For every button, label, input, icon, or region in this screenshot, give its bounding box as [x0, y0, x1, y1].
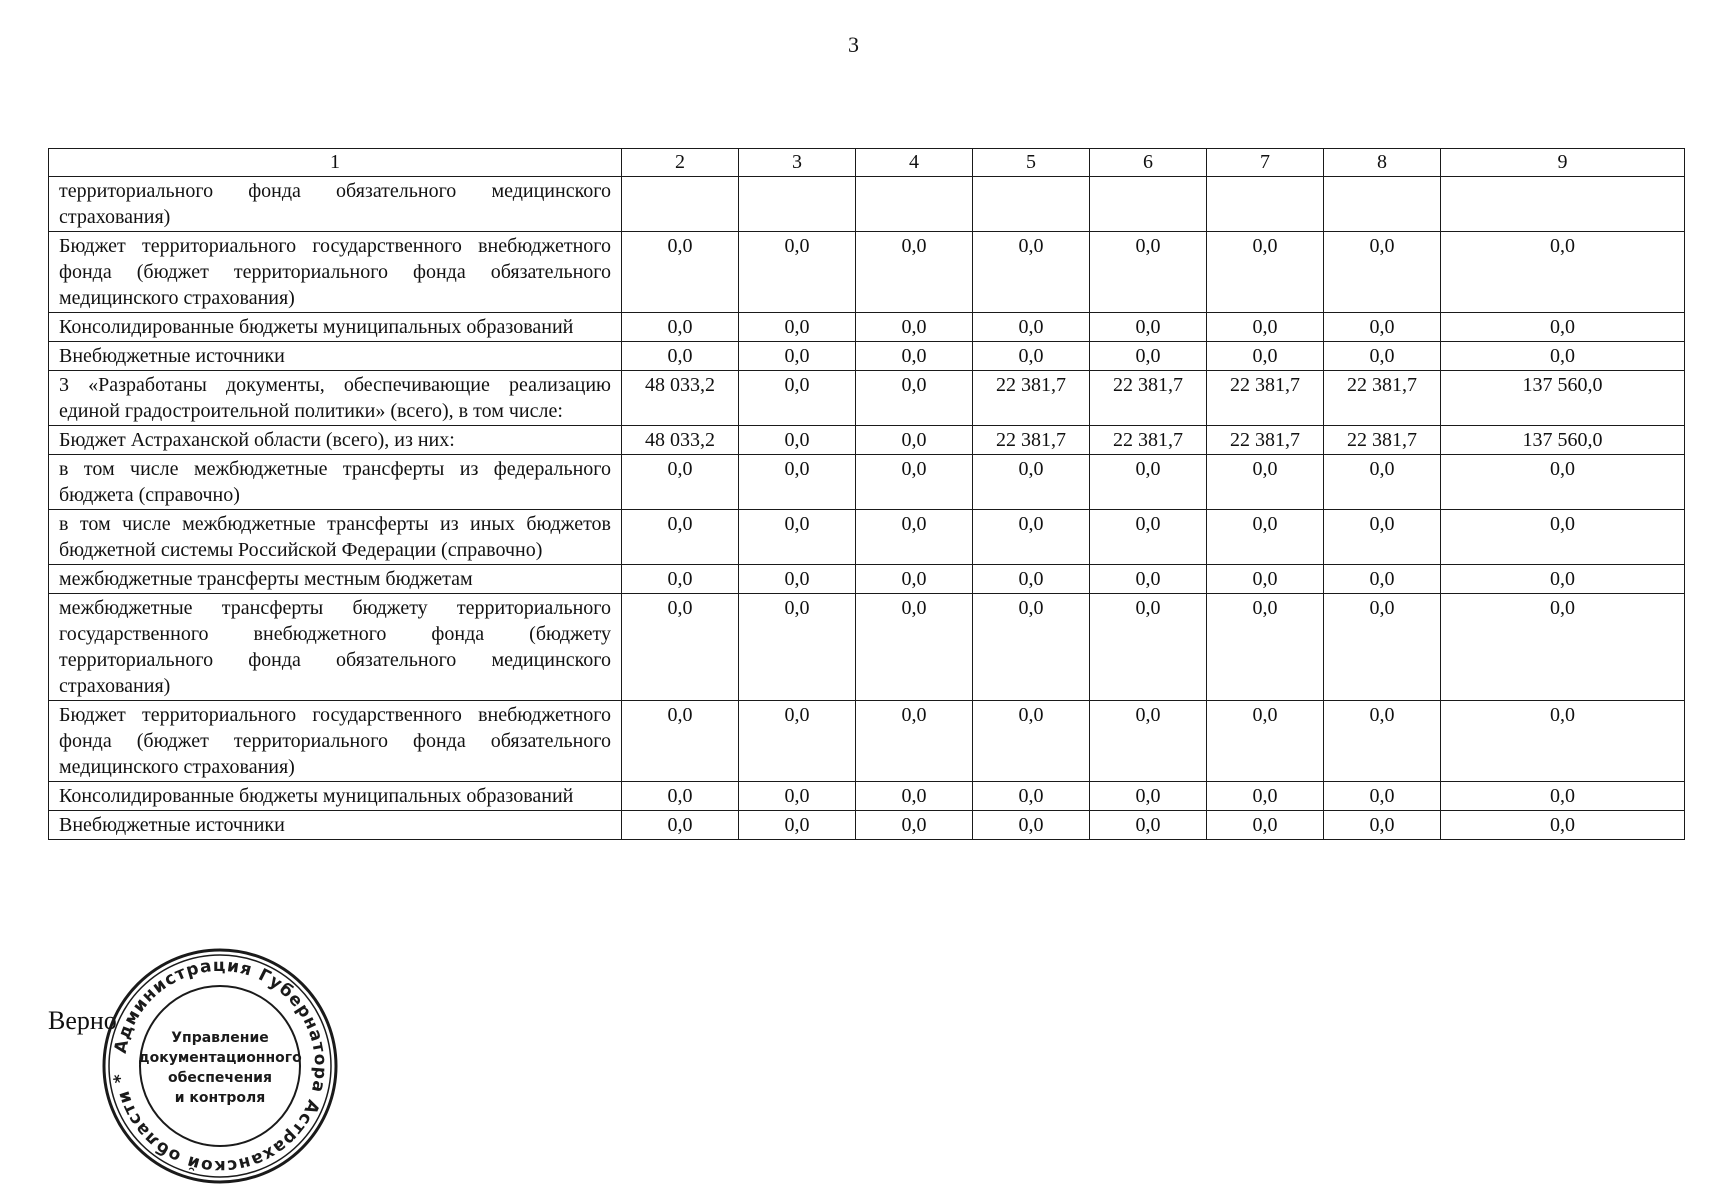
value-cell: 22 381,7 — [973, 371, 1090, 426]
row-label: Внебюджетные источники — [49, 342, 622, 371]
value-cell: 0,0 — [622, 455, 739, 510]
value-cell: 0,0 — [1441, 510, 1685, 565]
value-cell: 0,0 — [973, 594, 1090, 701]
value-cell: 0,0 — [973, 811, 1090, 840]
table-row — [49, 177, 1685, 232]
row-label: 3 «Разработаны документы, обеспечивающие реализацию единой градостроительной политики» (всего), в том числе: — [49, 371, 622, 426]
table-row — [49, 565, 1685, 594]
row-label: территориального фонда обязательного медицинского страхования) — [49, 177, 622, 232]
value-cell: 137 560,0 — [1441, 371, 1685, 426]
value-cell: 22 381,7 — [1090, 426, 1207, 455]
value-cell: 0,0 — [1090, 701, 1207, 782]
table-row — [49, 510, 1685, 565]
table-row — [49, 371, 1685, 426]
value-cell: 0,0 — [1090, 594, 1207, 701]
value-cell: 22 381,7 — [973, 426, 1090, 455]
value-cell: 0,0 — [1090, 565, 1207, 594]
value-cell: 0,0 — [622, 510, 739, 565]
value-cell: 0,0 — [739, 594, 856, 701]
column-header: 8 — [1324, 149, 1441, 177]
table-row — [49, 342, 1685, 371]
value-cell: 0,0 — [622, 313, 739, 342]
seal-line-1: Управление — [171, 1030, 269, 1046]
row-label: Консолидированные бюджеты муниципальных образований — [49, 782, 622, 811]
value-cell: 0,0 — [1324, 594, 1441, 701]
row-label: Консолидированные бюджеты муниципальных образований — [49, 313, 622, 342]
value-cell: 0,0 — [856, 342, 973, 371]
seal-line-4: и контроля — [174, 1090, 266, 1106]
value-cell: 0,0 — [973, 455, 1090, 510]
value-cell: 0,0 — [1324, 510, 1441, 565]
official-seal — [100, 946, 340, 1186]
value-cell: 0,0 — [856, 371, 973, 426]
value-cell: 0,0 — [739, 565, 856, 594]
value-cell: 0,0 — [856, 455, 973, 510]
value-cell: 0,0 — [622, 565, 739, 594]
value-cell: 0,0 — [739, 701, 856, 782]
table-row — [49, 594, 1685, 701]
value-cell: 0,0 — [856, 313, 973, 342]
value-cell: 0,0 — [622, 342, 739, 371]
table-row — [49, 232, 1685, 313]
value-cell: 0,0 — [739, 782, 856, 811]
value-cell — [622, 177, 739, 232]
row-label: Внебюджетные источники — [49, 811, 622, 840]
value-cell: 0,0 — [1324, 455, 1441, 510]
value-cell: 22 381,7 — [1207, 426, 1324, 455]
value-cell: 0,0 — [1090, 313, 1207, 342]
seal-line-2: документационного — [138, 1050, 302, 1066]
value-cell: 0,0 — [1324, 811, 1441, 840]
value-cell: 0,0 — [1090, 342, 1207, 371]
value-cell — [1324, 177, 1441, 232]
table-row — [49, 426, 1685, 455]
table-row — [49, 313, 1685, 342]
table-row — [49, 701, 1685, 782]
seal-ring-text: Администрация Губернатора Астраханской области * — [110, 955, 331, 1177]
row-label: в том числе межбюджетные трансферты из федерального бюджета (справочно) — [49, 455, 622, 510]
value-cell: 0,0 — [622, 782, 739, 811]
page-number: 3 — [848, 32, 859, 57]
value-cell: 0,0 — [1441, 701, 1685, 782]
value-cell: 0,0 — [1441, 782, 1685, 811]
value-cell: 0,0 — [973, 313, 1090, 342]
row-label: в том числе межбюджетные трансферты из иных бюджетов бюджетной системы Российской Федерации (справочно) — [49, 510, 622, 565]
value-cell: 0,0 — [1324, 313, 1441, 342]
value-cell: 0,0 — [856, 426, 973, 455]
value-cell: 22 381,7 — [1207, 371, 1324, 426]
value-cell: 0,0 — [973, 782, 1090, 811]
value-cell: 0,0 — [973, 701, 1090, 782]
value-cell: 0,0 — [1441, 455, 1685, 510]
value-cell: 0,0 — [973, 342, 1090, 371]
verno-label: Верно — [48, 1006, 117, 1035]
table-row — [49, 782, 1685, 811]
column-header: 7 — [1207, 149, 1324, 177]
value-cell: 0,0 — [856, 811, 973, 840]
value-cell: 0,0 — [1090, 455, 1207, 510]
value-cell: 0,0 — [739, 426, 856, 455]
value-cell: 0,0 — [622, 701, 739, 782]
value-cell: 0,0 — [1090, 811, 1207, 840]
value-cell: 0,0 — [739, 342, 856, 371]
value-cell: 0,0 — [856, 510, 973, 565]
value-cell: 0,0 — [1324, 701, 1441, 782]
value-cell: 0,0 — [1207, 701, 1324, 782]
value-cell — [973, 177, 1090, 232]
row-label: межбюджетные трансферты местным бюджетам — [49, 565, 622, 594]
row-label: Бюджет территориального государственного внебюджетного фонда (бюджет территориального фонда обязательного медицинского страхования) — [49, 701, 622, 782]
value-cell: 0,0 — [622, 811, 739, 840]
value-cell: 0,0 — [739, 371, 856, 426]
row-label: Бюджет территориального государственного внебюджетного фонда (бюджет территориального фонда обязательного медицинского страхования) — [49, 232, 622, 313]
value-cell: 0,0 — [1207, 782, 1324, 811]
value-cell: 0,0 — [973, 510, 1090, 565]
value-cell: 0,0 — [1207, 594, 1324, 701]
value-cell: 0,0 — [1090, 232, 1207, 313]
value-cell: 22 381,7 — [1324, 426, 1441, 455]
value-cell: 0,0 — [622, 232, 739, 313]
value-cell — [1207, 177, 1324, 232]
column-header: 5 — [973, 149, 1090, 177]
value-cell: 137 560,0 — [1441, 426, 1685, 455]
budget-table — [48, 148, 1685, 840]
value-cell: 48 033,2 — [622, 371, 739, 426]
seal-line-3: обеспечения — [168, 1070, 272, 1086]
value-cell: 48 033,2 — [622, 426, 739, 455]
value-cell: 0,0 — [1441, 565, 1685, 594]
value-cell — [739, 177, 856, 232]
value-cell — [1090, 177, 1207, 232]
value-cell — [856, 177, 973, 232]
row-label: Бюджет Астраханской области (всего), из них: — [49, 426, 622, 455]
value-cell: 0,0 — [622, 594, 739, 701]
value-cell: 0,0 — [856, 232, 973, 313]
value-cell: 0,0 — [856, 782, 973, 811]
value-cell: 0,0 — [1090, 510, 1207, 565]
row-label: межбюджетные трансферты бюджету территориального государственного внебюджетного фонда (бюджету территориального фонда обязательного медицинского страхования) — [49, 594, 622, 701]
svg-text:Администрация Губернатора Астр — [110, 956, 330, 1176]
value-cell: 0,0 — [1207, 565, 1324, 594]
value-cell: 0,0 — [1207, 510, 1324, 565]
value-cell: 0,0 — [973, 232, 1090, 313]
column-header: 6 — [1090, 149, 1207, 177]
value-cell: 22 381,7 — [1324, 371, 1441, 426]
value-cell: 0,0 — [973, 565, 1090, 594]
value-cell: 0,0 — [1207, 455, 1324, 510]
value-cell: 0,0 — [1207, 313, 1324, 342]
value-cell: 0,0 — [739, 232, 856, 313]
column-header: 3 — [739, 149, 856, 177]
column-header: 4 — [856, 149, 973, 177]
value-cell: 0,0 — [1324, 232, 1441, 313]
value-cell: 0,0 — [1441, 342, 1685, 371]
header-row — [49, 149, 1685, 177]
value-cell: 0,0 — [1324, 565, 1441, 594]
value-cell: 0,0 — [1441, 594, 1685, 701]
table-row — [49, 455, 1685, 510]
column-header: 1 — [49, 149, 622, 177]
value-cell: 0,0 — [1207, 342, 1324, 371]
column-header: 9 — [1441, 149, 1685, 177]
value-cell: 0,0 — [739, 455, 856, 510]
value-cell: 0,0 — [1324, 782, 1441, 811]
value-cell: 0,0 — [1207, 811, 1324, 840]
column-header: 2 — [622, 149, 739, 177]
table-body — [49, 177, 1685, 840]
value-cell: 0,0 — [739, 313, 856, 342]
value-cell: 0,0 — [856, 565, 973, 594]
value-cell: 0,0 — [739, 510, 856, 565]
value-cell — [1441, 177, 1685, 232]
table-row — [49, 811, 1685, 840]
value-cell: 0,0 — [1441, 313, 1685, 342]
value-cell: 22 381,7 — [1090, 371, 1207, 426]
value-cell: 0,0 — [856, 701, 973, 782]
value-cell: 0,0 — [1324, 342, 1441, 371]
value-cell: 0,0 — [1090, 782, 1207, 811]
value-cell: 0,0 — [1441, 811, 1685, 840]
value-cell: 0,0 — [1441, 232, 1685, 313]
value-cell: 0,0 — [739, 811, 856, 840]
value-cell: 0,0 — [1207, 232, 1324, 313]
value-cell: 0,0 — [856, 594, 973, 701]
